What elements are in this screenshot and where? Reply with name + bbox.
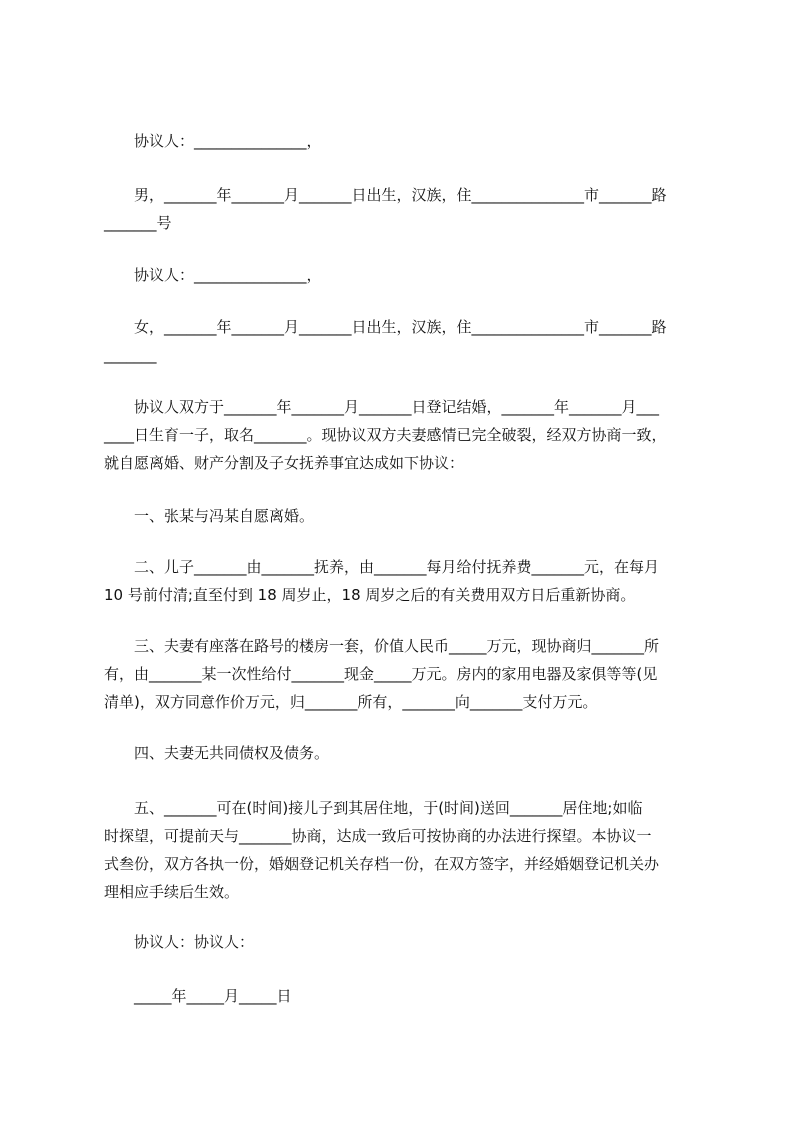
clause-2 [104, 553, 704, 609]
text-line: _______ [104, 346, 157, 364]
party-b-line [104, 261, 704, 289]
preamble-paragraph [104, 393, 704, 477]
text-line: 时探望，可提前天与_______协商，达成一致后可按协商的办法进行探望。本协议一 [104, 827, 652, 845]
text-line: 协议人：协议人： [104, 933, 255, 951]
text-line: 三、夫妻有座落在路号的楼房一套，价值人民币_____万元，现协商归_______所 [104, 637, 660, 655]
party-b-details [104, 313, 704, 369]
text-line: 有，由_______某一次性给付_______现金_____万元。房内的家用电器及家俱等等(见 [104, 665, 658, 683]
text-line: 女，_______年_______月_______日出生，汉族，住_______________市_______路 [104, 318, 667, 336]
text-line: 二、儿子_______由_______抚养，由_______每月给付抚养费_______元，在每月 [104, 558, 660, 576]
text-line: 协议人双方于_______年_______月_______日登记结婚，_______年_______月___ [104, 398, 660, 416]
text-line: 10 号前付清;直至付到 18 周岁止，18 周岁之后的有关费用双方日后重新协商。 [104, 586, 636, 604]
party-a-line [104, 127, 704, 155]
clause-3 [104, 632, 704, 716]
party-a-details [104, 181, 704, 237]
text-line: ____日生育一子，取名_______。现协议双方夫妻感情已完全破裂，经双方协商一致， [104, 426, 667, 444]
clause-4 [104, 739, 704, 767]
date-line [104, 982, 704, 1010]
text-line: _______号 [104, 214, 172, 232]
text-line: _____年_____月_____日 [104, 987, 292, 1005]
text-line: 男，_______年_______月_______日出生，汉族，住_______________市_______路 [104, 186, 667, 204]
text-line: 四、夫妻无共同债权及债务。 [104, 744, 330, 762]
text-line: 协议人：_______________， [104, 132, 322, 150]
clause-1 [104, 502, 704, 530]
text-line: 理相应手续后生效。 [104, 883, 240, 901]
text-line: 一、张某与冯某自愿离婚。 [104, 507, 315, 525]
text-line: 五、_______可在(时间)接儿子到其居住地，于(时间)送回_______居住地;如临 [104, 799, 643, 817]
text-line: 式叁份，双方各执一份，婚姻登记机关存档一份，在双方签字，并经婚姻登记机关办 [104, 855, 660, 873]
text-line: 就自愿离婚、财产分割及子女抚养事宜达成如下协议： [104, 454, 465, 472]
text-line: 清单)，双方同意作价万元，归_______所有，_______向_______支付万元。 [104, 693, 598, 711]
signature-line [104, 928, 704, 956]
clause-5 [104, 794, 704, 906]
text-line: 协议人：_______________， [104, 266, 322, 284]
